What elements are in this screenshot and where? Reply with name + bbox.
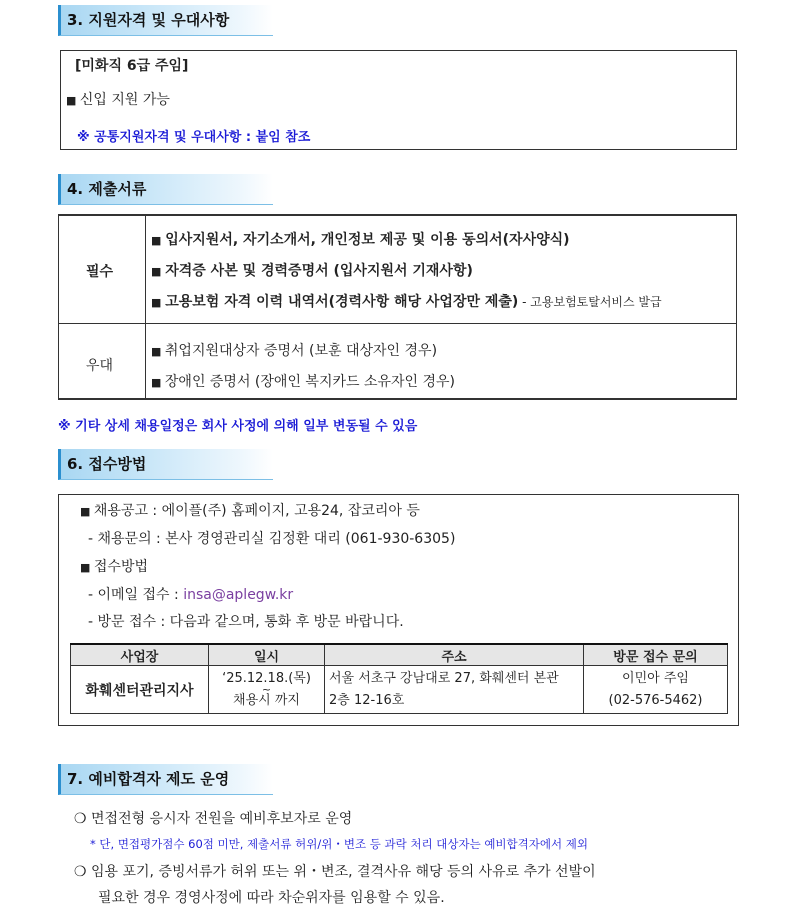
reserve-note: * 단, 면접평가점수 60점 미만, 제출서류 허위/위・변조 등 과락 처리 대상자는 예비합격자에서 제외 [90, 837, 588, 851]
header-date: 일시 [209, 644, 325, 666]
date-tilde: ~ [261, 682, 272, 696]
inquiry-info: - 채용문의 : 본사 경영관리실 김정환 대리 (061-930-6305) [88, 531, 456, 547]
section-3-title-text: 3. 지원자격 및 우대사항 [67, 11, 230, 29]
reserve-item-1 [74, 808, 352, 828]
section-3-item: ■ 신입 지원 가능 [66, 89, 170, 109]
reserve-item-2-cont: 필요한 경우 경영사정에 따라 차순위자를 임용할 수 있음. [98, 890, 445, 906]
section-7-title [58, 764, 273, 795]
required-label: 필수 [86, 264, 114, 280]
date-cell [209, 666, 325, 714]
contact-cell [584, 666, 728, 714]
posting-info: ■ 채용공고 : 에이플(주) 홈페이지, 고용24, 잡코리아 등 [80, 500, 420, 520]
section-7-title-text: 7. 예비합격자 제도 운영 [67, 770, 230, 788]
email-line [88, 584, 293, 604]
section-4-title-text: 4. 제출서류 [67, 180, 147, 198]
contact-name: 이민아 주임 [622, 670, 689, 686]
email-link[interactable]: insa@aplegw.kr [183, 587, 294, 603]
section-6-title-text: 6. 접수방법 [67, 455, 147, 473]
required-doc-1: ■ 입사지원서, 자기소개서, 개인정보 제공 및 이용 동의서(자사양식) [151, 229, 570, 249]
visit-table-header [71, 644, 728, 666]
required-doc-2: ■ 자격증 사본 및 경력증명서 (입사지원서 기재사항) [151, 260, 473, 280]
visit-table [70, 643, 728, 714]
preferred-doc-2: ■ 장애인 증명서 (장애인 복지카드 소유자인 경우) [151, 371, 455, 391]
address-line-1: 서울 서초구 강남대로 27, 화훼센터 본관 [329, 670, 559, 686]
header-contact: 방문 접수 문의 [584, 644, 728, 666]
date-start: ‘25.12.18.(목) [222, 670, 311, 686]
header-site: 사업장 [71, 644, 209, 666]
reserve-item-2-text: 임용 포기, 증빙서류가 허위 또는 위・변조, 결격사유 해당 등의 사유로 추가 선발이 [91, 864, 596, 880]
table-divider-horizontal [59, 323, 736, 324]
schedule-note: ※ 기타 상세 채용일정은 회사 사정에 의해 일부 변동될 수 있음 [58, 419, 418, 434]
table-row [71, 666, 728, 714]
visit-info: - 방문 접수 : 다음과 같으며, 통화 후 방문 바랍니다. [88, 614, 404, 630]
method-heading: ■ 접수방법 [80, 556, 148, 576]
contact-phone: (02-576-5462) [608, 692, 703, 708]
required-doc-3: ■ 고용보험 자격 이력 내역서(경력사항 해당 사업장만 제출) [151, 294, 518, 310]
required-doc-3-suffix: - 고용보험토탈서비스 발급 [518, 295, 662, 309]
section-4-title [58, 174, 273, 205]
section-3-subhead: [미화직 6급 주임] [75, 58, 189, 74]
section-3-title [58, 5, 273, 36]
address-cell [325, 666, 584, 714]
date-end: 채용시 까지 [233, 692, 300, 708]
header-address: 주소 [325, 644, 584, 666]
email-prefix: - 이메일 접수 : [88, 587, 184, 603]
section-6-title [58, 449, 273, 480]
reserve-item-2 [74, 861, 596, 881]
table-divider-vertical [145, 215, 146, 399]
site-cell: 화훼센터관리지사 [71, 666, 209, 714]
section-3-note: ※ 공통지원자격 및 우대사항 : 붙임 참조 [77, 130, 311, 145]
required-doc-3-line [151, 291, 662, 311]
preferred-label: 우대 [86, 358, 114, 374]
preferred-doc-1: ■ 취업지원대상자 증명서 (보훈 대상자인 경우) [151, 340, 437, 360]
reserve-item-1-text: 면접전형 응시자 전원을 예비후보자로 운영 [91, 811, 353, 827]
circle-bullet-icon: ❍ [74, 864, 92, 880]
address-line-2: 2층 12-16호 [329, 692, 405, 708]
circle-bullet-icon: ❍ [74, 811, 92, 827]
